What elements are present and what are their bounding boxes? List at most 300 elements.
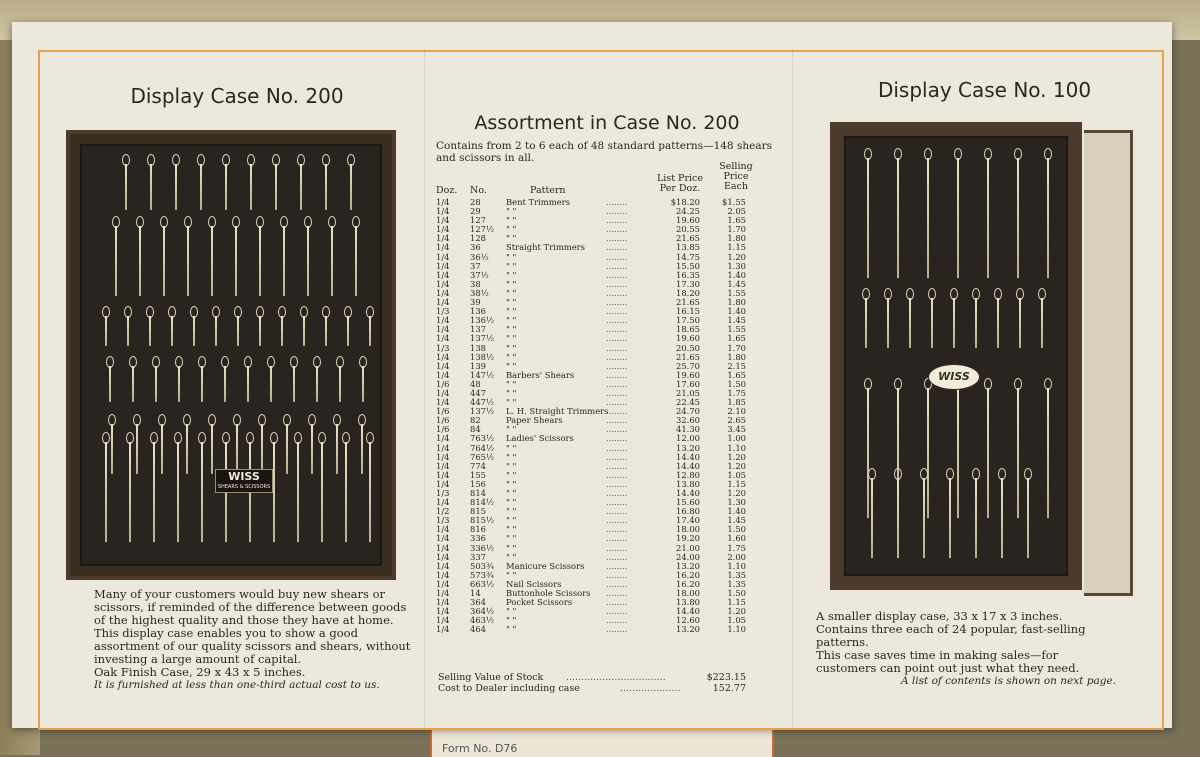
cell-selling-price: 1.20	[727, 460, 746, 471]
leader-dots: ........	[606, 387, 628, 398]
left-paragraph-1: Many of your customers would buy new shears or scissors, if reminded of the difference between goods of the highest quality and those they have at home.	[94, 587, 407, 627]
cell-no: 14	[470, 588, 481, 599]
cell-pattern: Manicure Scissors	[506, 560, 585, 571]
cell-selling-price: 1.15	[727, 597, 746, 608]
leader-dots: ........	[606, 206, 628, 217]
scissors-icon	[112, 216, 120, 296]
cell-list-price: 15.50	[676, 260, 700, 271]
cell-list-price: 13.20	[676, 560, 700, 571]
scissors-icon	[198, 432, 206, 542]
cell-pattern: Pocket Scissors	[506, 597, 573, 608]
scissors-icon	[136, 216, 144, 296]
cell-pattern: " "	[506, 287, 517, 298]
leader-dots: ........	[606, 378, 628, 389]
scissors-icon	[864, 148, 872, 278]
cell-list-price: 13.80	[676, 597, 700, 608]
scissors-icon	[928, 288, 936, 348]
leader-dots: ........	[606, 224, 628, 235]
cell-selling-price: 1.20	[727, 251, 746, 262]
scissors-icon	[122, 154, 130, 210]
scissors-icon	[1044, 378, 1052, 518]
leader-dots: ........	[606, 315, 628, 326]
cell-no: 37½	[470, 269, 489, 280]
cell-no: 138	[470, 342, 486, 353]
cell-selling-price: 1.55	[727, 324, 746, 335]
leader-dots: ........	[606, 560, 628, 571]
scissors-icon	[126, 432, 134, 542]
cell-selling-price: 2.10	[727, 406, 746, 417]
fold-line	[792, 50, 793, 730]
cell-pattern: " "	[506, 478, 517, 489]
leader-dots: ........	[606, 460, 628, 471]
cell-list-price: 41.30	[676, 424, 700, 435]
assortment-title: Assortment in Case No. 200	[474, 112, 740, 134]
total-label: Selling Value of Stock	[438, 672, 544, 683]
leader-dots: ........	[606, 424, 628, 435]
cell-no: 815½	[470, 515, 495, 526]
cell-pattern: " "	[506, 451, 517, 462]
scissors-icon	[333, 414, 341, 474]
cell-doz: 1/4	[436, 588, 450, 599]
cell-list-price: 21.00	[676, 542, 700, 553]
scissors-icon	[994, 288, 1002, 348]
cell-list-price: 20.50	[676, 342, 700, 353]
cell-no: 364	[470, 597, 486, 608]
scissors-icon	[222, 154, 230, 210]
cell-selling-price: 1.75	[727, 387, 746, 398]
cell-list-price: 17.30	[676, 278, 700, 289]
cell-selling-price: 1.20	[727, 606, 746, 617]
leader-dots: ........	[606, 615, 628, 626]
scissors-icon	[1016, 288, 1024, 348]
scissors-icon	[300, 306, 308, 346]
display-case-200-image	[66, 130, 396, 580]
cell-selling-price: 1.45	[727, 315, 746, 326]
cell-list-price: 14.40	[676, 488, 700, 498]
brochure	[12, 22, 1172, 728]
cell-doz: 1/4	[436, 215, 450, 226]
cell-list-price: 14.75	[676, 251, 700, 262]
cell-no: 663½	[470, 578, 495, 589]
cell-selling-price: 1.70	[727, 224, 746, 235]
cell-no: 814½	[470, 497, 495, 508]
scissors-icon	[954, 148, 962, 278]
cell-doz: 1/4	[436, 469, 450, 480]
cell-no: 128	[470, 233, 486, 244]
scissors-icon	[158, 414, 166, 474]
leader-dots: ........	[606, 451, 628, 462]
leader-dots: ........	[606, 524, 628, 535]
cell-selling-price: 1.45	[727, 515, 746, 526]
cell-list-price: 25.70	[676, 360, 700, 371]
cell-doz: 1/4	[436, 269, 450, 280]
left-paragraph-3: Oak Finish Case, 29 x 43 x 5 inches.	[94, 665, 306, 679]
cell-selling-price: 1.50	[727, 378, 746, 389]
scissors-icon	[352, 216, 360, 296]
scissors-icon	[894, 148, 902, 278]
cell-list-price: 16.35	[676, 269, 700, 280]
cell-no: 503¾	[470, 560, 495, 571]
scissors-icon	[129, 356, 137, 402]
cell-no: 137	[470, 324, 486, 335]
cell-doz: 1/4	[436, 460, 450, 471]
cell-doz: 1/4	[436, 597, 450, 608]
cell-selling-price: 1.80	[727, 233, 746, 244]
scissors-icon	[313, 356, 321, 402]
total-value: $223.15	[706, 672, 746, 683]
cell-no: 336½	[470, 542, 495, 553]
leader-dots: ........	[606, 515, 628, 526]
scissors-icon	[212, 306, 220, 346]
cell-doz: 1/4	[436, 324, 450, 335]
cell-pattern: " "	[506, 342, 517, 353]
header-doz: Doz.	[436, 185, 458, 196]
table-row	[434, 625, 780, 634]
cell-pattern: " "	[506, 315, 517, 326]
leader-dots: ........	[606, 324, 628, 335]
cell-pattern: " "	[506, 251, 517, 262]
cell-pattern: " "	[506, 442, 517, 453]
cell-pattern: " "	[506, 215, 517, 226]
header-pattern: Pattern	[530, 185, 566, 196]
leader-dots: ........	[606, 233, 628, 244]
leader-dots: ........	[606, 251, 628, 262]
leader-dots: ........	[606, 351, 628, 362]
cell-selling-price: 1.20	[727, 488, 746, 498]
leader-dots: ........	[606, 297, 628, 308]
total-row: Selling Value of Stock ................................. $223.15	[438, 672, 746, 683]
assortment-table	[434, 198, 780, 635]
cell-pattern: " "	[506, 397, 517, 408]
scissors-icon	[862, 288, 870, 348]
cell-doz: 1/6	[436, 424, 450, 435]
cell-doz: 1/4	[436, 478, 450, 489]
leader-dots: ........	[606, 624, 628, 635]
scissors-icon	[256, 216, 264, 296]
wiss-plate-sub: SHEARS & SCISSORS	[217, 484, 271, 490]
scissors-icon	[283, 414, 291, 474]
left-note: It is furnished at less than one-third actual cost to us.	[94, 679, 380, 691]
cell-doz: 1/4	[436, 206, 450, 217]
cell-no: 815	[470, 506, 486, 517]
cell-pattern: " "	[506, 378, 517, 389]
assortment-subtitle: Contains from 2 to 6 each of 48 standard patterns—148 shears and scissors in all.	[436, 140, 772, 164]
leader-dots: ........	[606, 406, 628, 417]
scissors-icon	[972, 468, 980, 558]
cell-pattern: " "	[506, 206, 517, 217]
cell-pattern: Ladies' Scissors	[506, 433, 574, 444]
scissors-icon	[247, 154, 255, 210]
scissors-icon	[290, 356, 298, 402]
cell-list-price: 19.60	[676, 215, 700, 226]
leader-dots: ........	[606, 478, 628, 489]
cell-pattern: " "	[506, 606, 517, 617]
cell-pattern: " "	[506, 269, 517, 280]
cell-doz: 1/4	[436, 369, 450, 380]
cell-selling-price: 1.30	[727, 497, 746, 508]
scissors-icon	[336, 356, 344, 402]
cell-selling-price: 1.80	[727, 297, 746, 308]
cell-pattern: Paper Shears	[506, 415, 563, 426]
leader-dots: ........	[606, 606, 628, 617]
scissors-icon	[954, 378, 962, 518]
scissors-icon	[347, 154, 355, 210]
leader-dots: ........	[606, 542, 628, 553]
cell-pattern: " "	[506, 278, 517, 289]
fold-line	[424, 50, 425, 730]
cell-list-price: 14.40	[676, 460, 700, 471]
scissors-icon	[221, 356, 229, 402]
cell-doz: 1/4	[436, 251, 450, 262]
cell-doz: 1/4	[436, 333, 450, 344]
leader-dots: ........	[606, 197, 628, 207]
scissors-icon	[1044, 148, 1052, 278]
cell-doz: 1/4	[436, 524, 450, 535]
leader-dots: ........	[606, 433, 628, 444]
cell-list-price: 12.60	[676, 615, 700, 626]
leader-dots: ........	[606, 588, 628, 599]
leader-dots: ........	[606, 306, 628, 317]
scissors-icon	[984, 148, 992, 278]
cell-selling-price: 1.35	[727, 569, 746, 580]
cell-doz: 1/6	[436, 415, 450, 426]
cell-doz: 1/4	[436, 297, 450, 308]
cell-doz: 1/4	[436, 533, 450, 544]
cell-doz: 1/4	[436, 542, 450, 553]
scissors-icon	[146, 306, 154, 346]
middle-panel	[432, 62, 782, 722]
cell-pattern: " "	[506, 233, 517, 244]
scissors-icon	[168, 306, 176, 346]
cell-list-price: 21.65	[676, 351, 700, 362]
cell-selling-price: 1.45	[727, 278, 746, 289]
scissors-icon	[106, 356, 114, 402]
scissors-icon	[198, 356, 206, 402]
scissors-icon	[150, 432, 158, 542]
cell-doz: 1/3	[436, 306, 450, 317]
scissors-icon	[152, 356, 160, 402]
wiss-plate-brand: WISS	[228, 470, 260, 483]
total-label: Cost to Dealer including case	[438, 683, 580, 694]
cell-selling-price: 1.65	[727, 333, 746, 344]
cell-selling-price: 1.70	[727, 342, 746, 353]
scissors-icon	[147, 154, 155, 210]
cell-no: 138½	[470, 351, 495, 362]
scissors-icon	[272, 154, 280, 210]
leader-dots: ........	[606, 569, 628, 580]
cell-no: 48	[470, 378, 481, 389]
scissors-icon	[190, 306, 198, 346]
cell-pattern: " "	[506, 569, 517, 580]
cell-pattern: L. H. Straight Trimmers	[506, 406, 609, 417]
open-door	[1084, 130, 1133, 596]
cell-list-price: 19.60	[676, 369, 700, 380]
header-no: No.	[470, 185, 487, 196]
cell-list-price: 19.20	[676, 533, 700, 544]
leader-dots: ........	[606, 333, 628, 344]
cell-no: 36	[470, 242, 481, 253]
scissors-icon	[172, 154, 180, 210]
scissors-icon	[124, 306, 132, 346]
cell-doz: 1/4	[436, 287, 450, 298]
cell-list-price: 16.80	[676, 506, 700, 517]
cell-list-price: $18.20	[670, 197, 700, 207]
cell-doz: 1/2	[436, 506, 450, 517]
leader-dots: ........	[606, 260, 628, 271]
leader-dots: ........	[606, 597, 628, 608]
cell-list-price: 13.85	[676, 242, 700, 253]
cell-pattern: " "	[506, 524, 517, 535]
cell-selling-price: 1.80	[727, 351, 746, 362]
cell-selling-price: 1.85	[727, 397, 746, 408]
cell-selling-price: 1.10	[727, 560, 746, 571]
right-note: A list of contents is shown on next page.	[900, 675, 1116, 687]
cell-selling-price: 2.15	[727, 360, 746, 371]
cell-pattern: " "	[506, 387, 517, 398]
cell-list-price: 13.80	[676, 478, 700, 489]
scissors-icon	[174, 432, 182, 542]
scissors-icon	[208, 414, 216, 474]
cell-list-price: 15.60	[676, 497, 700, 508]
cell-list-price: 24.70	[676, 406, 700, 417]
leader-dots: ........	[606, 342, 628, 353]
cell-pattern: " "	[506, 360, 517, 371]
cell-pattern: " "	[506, 297, 517, 308]
form-number: Form No. D76	[442, 742, 518, 755]
cell-no: 39	[470, 297, 481, 308]
cell-pattern: " "	[506, 533, 517, 544]
leader-dots: ........	[606, 397, 628, 408]
cell-no: 155	[470, 469, 486, 480]
leader-dots: ........	[606, 278, 628, 289]
cell-list-price: 17.50	[676, 315, 700, 326]
cell-no: 38½	[470, 287, 489, 298]
cell-pattern: Nail Scissors	[506, 578, 562, 589]
header-selling-price: Selling Price Each	[719, 161, 753, 192]
cell-list-price: 19.60	[676, 333, 700, 344]
cell-selling-price: 1.05	[727, 469, 746, 480]
scissors-icon	[304, 216, 312, 296]
cell-doz: 1/4	[436, 360, 450, 371]
right-panel-title: Display Case No. 100	[877, 78, 1092, 102]
leader-dots: ........	[606, 578, 628, 589]
scissors-icon	[972, 288, 980, 348]
cell-doz: 1/4	[436, 224, 450, 235]
cell-no: 38	[470, 278, 481, 289]
cell-selling-price: 1.40	[727, 506, 746, 517]
cell-doz: 1/4	[436, 624, 450, 635]
cell-selling-price: 1.05	[727, 615, 746, 626]
cell-no: 156	[470, 478, 486, 489]
leader-dots: ........	[606, 442, 628, 453]
cell-pattern: " "	[506, 260, 517, 271]
scissors-icon	[208, 216, 216, 296]
scissors-icon	[267, 356, 275, 402]
cell-list-price: 18.65	[676, 324, 700, 335]
cell-list-price: 14.40	[676, 451, 700, 462]
cell-doz: 1/4	[436, 197, 450, 207]
cell-pattern: " "	[506, 615, 517, 626]
cell-doz: 1/4	[436, 569, 450, 580]
cell-doz: 1/4	[436, 351, 450, 362]
cell-selling-price: 1.50	[727, 588, 746, 599]
wiss-logo-oval: WISS	[928, 364, 980, 390]
cell-pattern: Barbers' Shears	[506, 369, 575, 380]
cell-doz: 1/4	[436, 578, 450, 589]
total-row: Cost to Dealer including case .................... 152.77	[438, 683, 746, 694]
cell-pattern: " "	[506, 469, 517, 480]
scissors-icon	[884, 288, 892, 348]
scissors-icon	[102, 306, 110, 346]
scissors-icon	[358, 414, 366, 474]
scissors-icon	[197, 154, 205, 210]
cell-pattern: " "	[506, 488, 517, 498]
cell-selling-price: 2.65	[727, 415, 746, 426]
scissors-icon	[280, 216, 288, 296]
cell-no: 84	[470, 424, 481, 435]
cell-no: 764½	[470, 442, 495, 453]
left-description	[94, 588, 418, 692]
cell-doz: 1/4	[436, 606, 450, 617]
right-panel	[812, 62, 1157, 722]
cell-list-price: 24.25	[676, 206, 700, 217]
cell-selling-price: 1.50	[727, 524, 746, 535]
header-list-price: List Price Per Doz.	[657, 173, 703, 194]
cell-list-price: 16.15	[676, 306, 700, 317]
cell-no: 36½	[470, 251, 489, 262]
cell-selling-price: 1.10	[727, 442, 746, 453]
scissors-icon	[318, 432, 326, 542]
cell-selling-price: 1.75	[727, 542, 746, 553]
cell-doz: 1/4	[436, 433, 450, 444]
cell-no: 28	[470, 197, 481, 207]
cell-pattern: " "	[506, 624, 517, 635]
cell-doz: 1/4	[436, 233, 450, 244]
cell-pattern: " "	[506, 515, 517, 526]
cell-list-price: 21.65	[676, 297, 700, 308]
cell-list-price: 18.20	[676, 287, 700, 298]
cell-list-price: 24.00	[676, 551, 700, 562]
cell-pattern: Buttonhole Scissors	[506, 588, 591, 599]
scissors-icon	[984, 378, 992, 518]
cell-list-price: 16.20	[676, 569, 700, 580]
scissors-icon	[920, 468, 928, 558]
scissors-icon	[322, 154, 330, 210]
leader-dots: ........	[606, 242, 628, 253]
right-paragraph-1: A smaller display case, 33 x 17 x 3 inches. Contains three each of 24 popular, fast-selling patterns.	[816, 609, 1086, 649]
scissors-icon	[998, 468, 1006, 558]
cell-pattern: " "	[506, 351, 517, 362]
cell-pattern: " "	[506, 460, 517, 471]
cell-no: 127½	[470, 224, 495, 235]
leader-dots: ........	[606, 533, 628, 544]
leader-dots: ........	[606, 469, 628, 480]
scissors-icon	[906, 288, 914, 348]
leader-dots: ........	[606, 287, 628, 298]
cell-doz: 1/4	[436, 551, 450, 562]
scissors-icon	[1038, 288, 1046, 348]
cell-list-price: 22.45	[676, 397, 700, 408]
cell-doz: 1/4	[436, 397, 450, 408]
scissors-icon	[297, 154, 305, 210]
scissors-icon	[233, 414, 241, 474]
cell-selling-price: 1.00	[727, 433, 746, 444]
cell-no: 337	[470, 551, 486, 562]
leader-dots: ........	[606, 497, 628, 508]
cell-doz: 1/4	[436, 442, 450, 453]
left-paragraph-2: This display case enables you to show a good assortment of our quality scissors and shears, without investing a large amount of capital.	[94, 626, 411, 666]
cell-list-price: 17.40	[676, 515, 700, 526]
